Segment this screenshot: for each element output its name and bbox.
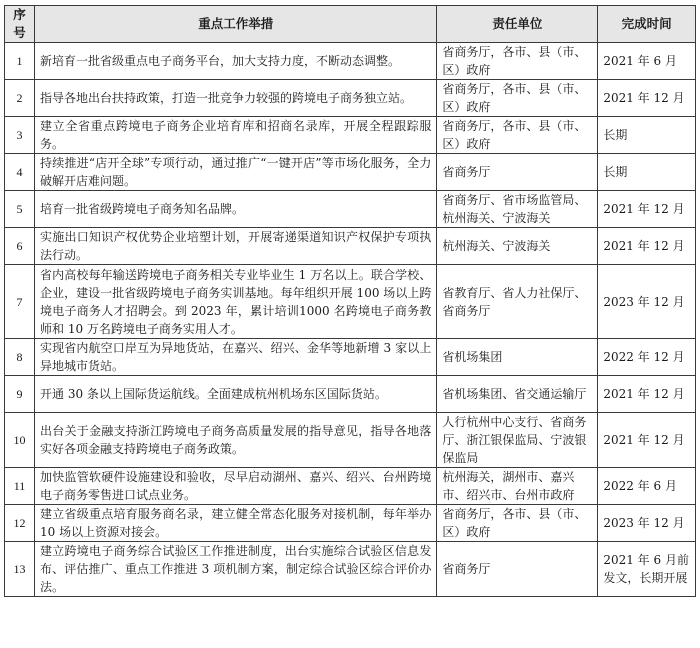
table-row [5, 413, 696, 468]
table-row [5, 376, 696, 413]
table-row [5, 265, 696, 339]
row-time: 2023 年 12 月 [598, 505, 696, 542]
table-row [5, 468, 696, 505]
row-time: 长期 [598, 117, 696, 154]
table-body [5, 43, 696, 597]
row-measure: 实施出口知识产权优势企业培塑计划，开展寄递渠道知识产权保护专项执法行动。 [35, 228, 437, 265]
row-time: 2021 年 6 月 [598, 43, 696, 80]
row-time: 2021 年 12 月 [598, 191, 696, 228]
row-measure: 开通 30 条以上国际货运航线。全面建成杭州机场东区国际货站。 [35, 376, 437, 413]
row-time: 2021 年 6 月前发文，长期开展 [598, 542, 696, 597]
row-index: 12 [5, 505, 35, 542]
row-unit: 杭州海关，湖州市、嘉兴市、绍兴市、台州市政府 [437, 468, 598, 505]
row-unit: 省商务厅，各市、县（市、区）政府 [437, 117, 598, 154]
table-row [5, 228, 696, 265]
row-measure: 出台关于金融支持浙江跨境电子商务高质量发展的指导意见，指导各地落实好各项金融支持跨境电子商务政策。 [35, 413, 437, 468]
row-measure: 建立跨境电子商务综合试验区工作推进制度，出台实施综合试验区信息发布、评估推广、重点工作推进 3 项机制方案，制定综合试验区综合评价办法。 [35, 542, 437, 597]
row-index: 11 [5, 468, 35, 505]
row-unit: 杭州海关、宁波海关 [437, 228, 598, 265]
row-index: 10 [5, 413, 35, 468]
header-unit: 责任单位 [437, 6, 598, 43]
row-unit: 省商务厅，各市、县（市、区）政府 [437, 43, 598, 80]
row-time: 2021 年 12 月 [598, 376, 696, 413]
row-index: 7 [5, 265, 35, 339]
key-measures-table [4, 5, 696, 597]
row-measure: 培育一批省级跨境电子商务知名品牌。 [35, 191, 437, 228]
row-time: 2021 年 12 月 [598, 80, 696, 117]
row-unit: 省商务厅 [437, 154, 598, 191]
row-measure: 持续推进“店开全球”专项行动，通过推广“一键开店”等市场化服务，全力破解开店难问题。 [35, 154, 437, 191]
row-index: 5 [5, 191, 35, 228]
table-row [5, 191, 696, 228]
row-time: 2021 年 12 月 [598, 413, 696, 468]
row-unit: 省机场集团 [437, 339, 598, 376]
row-index: 8 [5, 339, 35, 376]
header-index: 序号 [5, 6, 35, 43]
table-header-row [5, 6, 696, 43]
row-index: 4 [5, 154, 35, 191]
row-unit: 省商务厅，各市、县（市、区）政府 [437, 80, 598, 117]
row-measure: 建立省级重点培育服务商名录，建立健全常态化服务对接机制，每年举办 10 场以上资源对接会。 [35, 505, 437, 542]
header-time: 完成时间 [598, 6, 696, 43]
row-time: 长期 [598, 154, 696, 191]
row-time: 2021 年 12 月 [598, 228, 696, 265]
table-row [5, 339, 696, 376]
row-index: 2 [5, 80, 35, 117]
table-row [5, 43, 696, 80]
row-measure: 加快监管软硬件设施建设和验收，尽早启动湖州、嘉兴、绍兴、台州跨境电子商务零售进口试点业务。 [35, 468, 437, 505]
row-measure: 新培育一批省级重点电子商务平台，加大支持力度，不断动态调整。 [35, 43, 437, 80]
row-unit: 省教育厅、省人力社保厅、省商务厅 [437, 265, 598, 339]
row-index: 3 [5, 117, 35, 154]
row-unit: 人行杭州中心支行、省商务厅、浙江银保监局、宁波银保监局 [437, 413, 598, 468]
row-measure: 指导各地出台扶持政策，打造一批竞争力较强的跨境电子商务独立站。 [35, 80, 437, 117]
table-row [5, 542, 696, 597]
row-unit: 省商务厅、省市场监管局、杭州海关、宁波海关 [437, 191, 598, 228]
row-unit: 省商务厅 [437, 542, 598, 597]
row-time: 2022 年 6 月 [598, 468, 696, 505]
row-index: 9 [5, 376, 35, 413]
header-measure: 重点工作举措 [35, 6, 437, 43]
table-row [5, 154, 696, 191]
table-row [5, 505, 696, 542]
row-measure: 建立全省重点跨境电子商务企业培育库和招商名录库，开展全程跟踪服务。 [35, 117, 437, 154]
row-unit: 省商务厅，各市、县（市、区）政府 [437, 505, 598, 542]
row-index: 13 [5, 542, 35, 597]
row-time: 2022 年 12 月 [598, 339, 696, 376]
table-row [5, 117, 696, 154]
row-index: 6 [5, 228, 35, 265]
row-unit: 省机场集团、省交通运输厅 [437, 376, 598, 413]
row-measure: 省内高校每年输送跨境电子商务相关专业毕业生 1 万名以上。联合学校、企业，建设一批省级跨境电子商务实训基地。每年组织开展 100 场以上跨境电子商务人才招聘会。到 2023 年，累计培训1000 名跨境电子商务教师和 10 万名跨境电子商务实用人才。 [35, 265, 437, 339]
table-row [5, 80, 696, 117]
row-time: 2023 年 12 月 [598, 265, 696, 339]
row-measure: 实现省内航空口岸互为异地货站，在嘉兴、绍兴、金华等地新增 3 家以上异地城市货站。 [35, 339, 437, 376]
row-index: 1 [5, 43, 35, 80]
